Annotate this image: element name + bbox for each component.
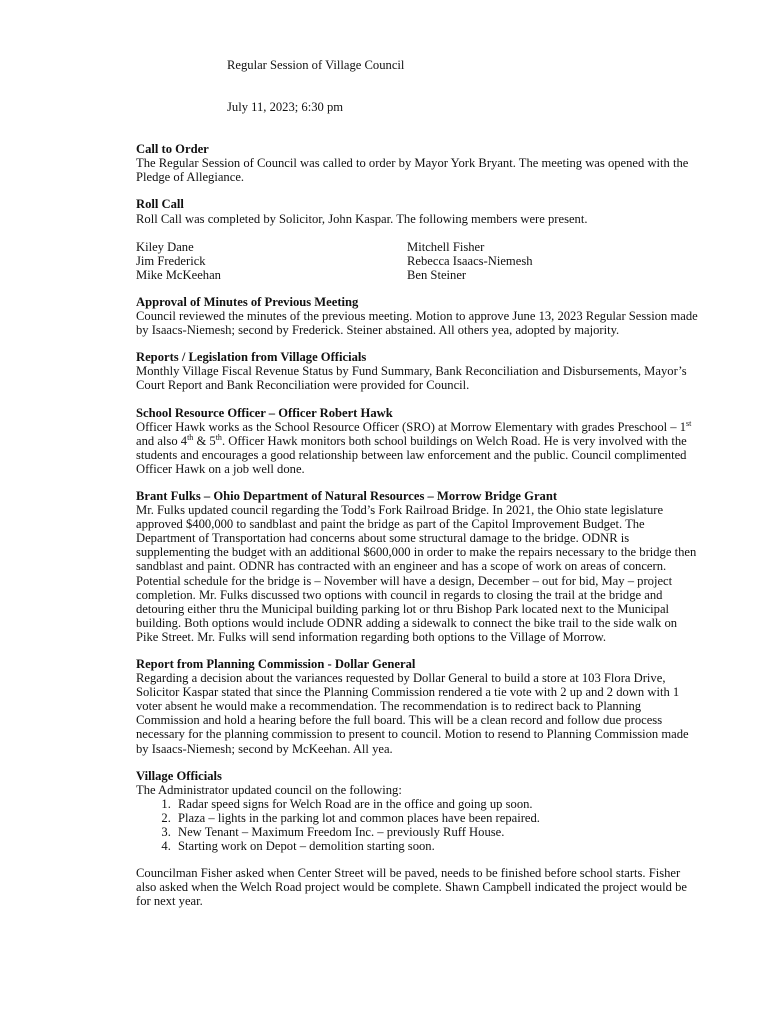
- list-item: 2. Plaza – lights in the parking lot and common places have been repaired.: [174, 811, 702, 825]
- section-text: Councilman Fisher asked when Center Street will be paved, needs to be finished before school starts. Fisher also asked when the Welch Road project would be complete. Shawn Campbell indicated the project would be for next year.: [136, 866, 687, 909]
- update-list: [136, 797, 702, 853]
- ordinal-suffix: th: [187, 432, 194, 442]
- members-list: [136, 240, 702, 282]
- minutes-section: [136, 295, 702, 337]
- document-page: [136, 58, 702, 909]
- member-name: Mike McKeehan: [136, 267, 221, 282]
- list-item: 4. Starting work on Depot – demolition starting soon.: [174, 839, 702, 853]
- sro-section: [136, 406, 702, 476]
- member-name: Mitchell Fisher: [407, 239, 485, 254]
- village-officials-section: [136, 769, 702, 909]
- document-header: [227, 58, 702, 114]
- list-item: 3. New Tenant – Maximum Freedom Inc. – previously Ruff House.: [174, 825, 702, 839]
- section-text: Roll Call was completed by Solicitor, John Kaspar. The following members were present.: [136, 211, 588, 226]
- section-heading: Report from Planning Commission - Dollar General: [136, 657, 416, 671]
- call-to-order-section: [136, 142, 702, 184]
- text-part: . Officer Hawk monitors both school buildings on Welch Road. He is very involved with the students and encourages a good relationship between law enforcement and the public. Council complimented Officer Hawk on a job well done.: [136, 433, 687, 476]
- section-text: Regarding a decision about the variances requested by Dollar General to build a store at 103 Flora Drive, Solicitor Kaspar stated that since the Planning Commission rendered a tie vote with 2 up and 2 down with 1 voter absent he would make a recommendation. The recommendation is to redirect back to Planning Commission and hold a hearing before the full board. This will be a clean record and follow due process necessary for the planning commission to present to council. Motion to resend to Planning Commission made by Isaacs-Niemesh; second by McKeehan. All yea.: [136, 671, 689, 756]
- text-part: & 5: [193, 433, 216, 448]
- section-text: The Administrator updated council on the following:: [136, 782, 402, 797]
- section-heading: Roll Call: [136, 197, 184, 212]
- section-heading: Call to Order: [136, 142, 209, 157]
- section-heading: Brant Fulks – Ohio Department of Natural Resources – Morrow Bridge Grant: [136, 488, 558, 503]
- member-name: Jim Frederick: [136, 253, 206, 268]
- roll-call-section: [136, 197, 702, 281]
- reports-section: [136, 350, 702, 392]
- planning-section: [136, 657, 702, 756]
- section-text: [136, 420, 702, 476]
- member-name: Ben Steiner: [407, 267, 467, 282]
- section-text: The Regular Session of Council was called to order by Mayor York Bryant. The meeting was opened with the Pledge of Allegiance.: [136, 156, 689, 185]
- text-part: and also 4: [136, 433, 188, 448]
- member-name: Kiley Dane: [136, 239, 194, 254]
- ordinal-suffix: th: [215, 432, 222, 442]
- section-heading: Reports / Legislation from Village Officials: [136, 350, 367, 365]
- section-heading: Village Officials: [136, 768, 222, 783]
- section-heading: Approval of Minutes of Previous Meeting: [136, 294, 359, 309]
- section-text: Council reviewed the minutes of the previous meeting. Motion to approve June 13, 2023 Regular Session made by Isaacs-Niemesh; second by Frederick. Steiner abstained. All others yea, adopted by majority.: [136, 309, 698, 338]
- section-text: Monthly Village Fiscal Revenue Status by Fund Summary, Bank Reconciliation and Disbursements, Mayor’s Court Report and Bank Reconciliation were provided for Council.: [136, 364, 687, 393]
- document-title: Regular Session of Village Council: [227, 58, 405, 72]
- section-heading: School Resource Officer – Officer Robert Hawk: [136, 405, 393, 420]
- meeting-date: July 11, 2023; 6:30 pm: [227, 100, 344, 115]
- member-name: Rebecca Isaacs-Niemesh: [407, 253, 533, 268]
- text-part: Officer Hawk works as the School Resource Officer (SRO) at Morrow Elementary with grades Preschool – 1: [136, 419, 687, 434]
- section-text: Mr. Fulks updated council regarding the Todd’s Fork Railroad Bridge. In 2021, the Ohio state legislature approved $400,000 to sandblast and paint the bridge as part of the Capitol Improvement Budget. The Department of Transportation had concerns about some structural damage to the bridge. ODNR is supplementing the budget with an additional $600,000 in order to make the repairs necessary to the bridge then sandblast and paint. ODNR has contracted with an engineer and has a scope of work on areas of concern. Potential schedule for the bridge is – November will have a design, December – out for bid, May – project completion. Mr. Fulks discussed two options with council in regards to closing the trail at the bridge and detouring either thru the Municipal building parking lot or thru Bishop Park located next to the Municipal building. Both options would include ODNR adding a sidewalk to connect the bike trail to the side walk on Pike Street. Mr. Fulks will send information regarding both options to the Village of Morrow.: [136, 503, 697, 644]
- list-item: 1. Radar speed signs for Welch Road are in the office and going up soon.: [174, 797, 702, 811]
- odnr-section: [136, 489, 702, 644]
- ordinal-suffix: st: [686, 418, 692, 428]
